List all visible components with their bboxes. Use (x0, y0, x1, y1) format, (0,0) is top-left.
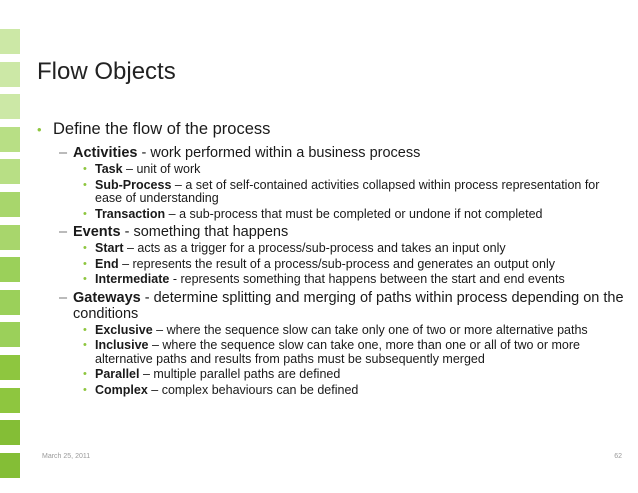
section-events (37, 224, 627, 287)
item-term: Transaction (95, 206, 166, 221)
accent-bar-segment (0, 322, 20, 347)
item-desc: – multiple parallel paths are defined (139, 367, 341, 381)
bullet-dot-icon: • (83, 257, 87, 270)
section-desc: - work performed within a business process (137, 145, 421, 161)
accent-bar-segment (0, 257, 20, 282)
slide-content (37, 120, 627, 400)
level2-bullet (59, 224, 627, 240)
section-activities (37, 145, 627, 221)
level1-text: Define the flow of the process (53, 120, 271, 138)
item-term: Sub-Process (95, 177, 172, 192)
list-item (83, 368, 627, 382)
list-item (83, 242, 627, 256)
item-term: Inclusive (95, 338, 149, 352)
bullet-dot-icon: • (83, 368, 87, 380)
item-desc: – where the sequence slow can take one, more than one or all of two or more alternative paths and results from paths must be subsequently merged (95, 338, 580, 366)
list-item (83, 384, 627, 398)
bullet-dot-icon: • (83, 163, 87, 175)
level2-bullet (59, 290, 627, 322)
item-term: Intermediate (95, 272, 170, 286)
section-term: Gateways (73, 289, 141, 306)
accent-bar-segment (0, 127, 20, 152)
item-desc: – unit of work (122, 162, 201, 176)
item-desc: – acts as a trigger for a process/sub-process and takes an input only (123, 241, 506, 255)
list-item (83, 163, 627, 177)
accent-bar-segment (0, 94, 20, 119)
accent-bar-segment (0, 225, 20, 250)
section-term: Activities (73, 145, 138, 161)
footer-date: March 25, 2011 (42, 453, 91, 460)
item-desc: – a sub-process that must be completed or undone if not completed (165, 206, 543, 221)
bullet-dot-icon: • (83, 178, 87, 191)
level2-bullet (59, 145, 627, 161)
section-gateways (37, 290, 627, 398)
level1-bullet (37, 120, 627, 139)
slide-title: Flow Objects (37, 58, 176, 85)
accent-bar-segment (0, 62, 20, 87)
item-desc: – where the sequence slow can take only one of two or more alternative paths (152, 322, 588, 337)
footer-page-number: 62 (614, 453, 622, 460)
list-item (83, 258, 627, 272)
accent-bar-segment (0, 29, 20, 54)
bullet-dot-icon: • (83, 323, 87, 336)
list-item (83, 208, 627, 222)
section-desc: - something that happens (120, 224, 289, 240)
decorative-accent-bar (0, 29, 20, 478)
item-term: Exclusive (95, 322, 153, 337)
accent-bar-segment (0, 159, 20, 184)
accent-bar-segment (0, 420, 20, 445)
accent-bar-segment (0, 355, 20, 380)
dash-bullet-icon: – (59, 224, 68, 240)
bullet-dot-icon: • (83, 242, 87, 254)
section-term: Events (73, 224, 121, 240)
bullet-dot-icon: • (83, 383, 87, 396)
bullet-dot-icon: • (83, 273, 87, 285)
accent-bar-segment (0, 388, 20, 413)
dash-bullet-icon: – (59, 145, 68, 161)
section-desc: - determine splitting and merging of paths within process depending on the conditions (73, 289, 624, 322)
bullet-dot-icon: • (37, 122, 42, 137)
dash-bullet-icon: – (59, 289, 68, 306)
list-item (83, 324, 627, 338)
list-item (83, 339, 627, 366)
item-term: Start (95, 241, 124, 255)
accent-bar-segment (0, 192, 20, 217)
item-desc: – complex behaviours can be defined (147, 382, 359, 397)
list-item (83, 179, 627, 206)
item-desc: – a set of self-contained activities collapsed within process representation for ease of understanding (95, 177, 600, 205)
accent-bar-segment (0, 453, 20, 478)
item-term: Complex (95, 382, 148, 397)
item-term: Task (95, 162, 123, 176)
item-term: Parallel (95, 367, 140, 381)
bullet-dot-icon: • (83, 339, 87, 351)
accent-bar-segment (0, 290, 20, 315)
item-desc: – represents the result of a process/sub-process and generates an output only (118, 256, 555, 271)
bullet-dot-icon: • (83, 207, 87, 220)
item-desc: - represents something that happens between the start and end events (169, 272, 565, 286)
item-term: End (95, 256, 119, 271)
list-item (83, 273, 627, 287)
